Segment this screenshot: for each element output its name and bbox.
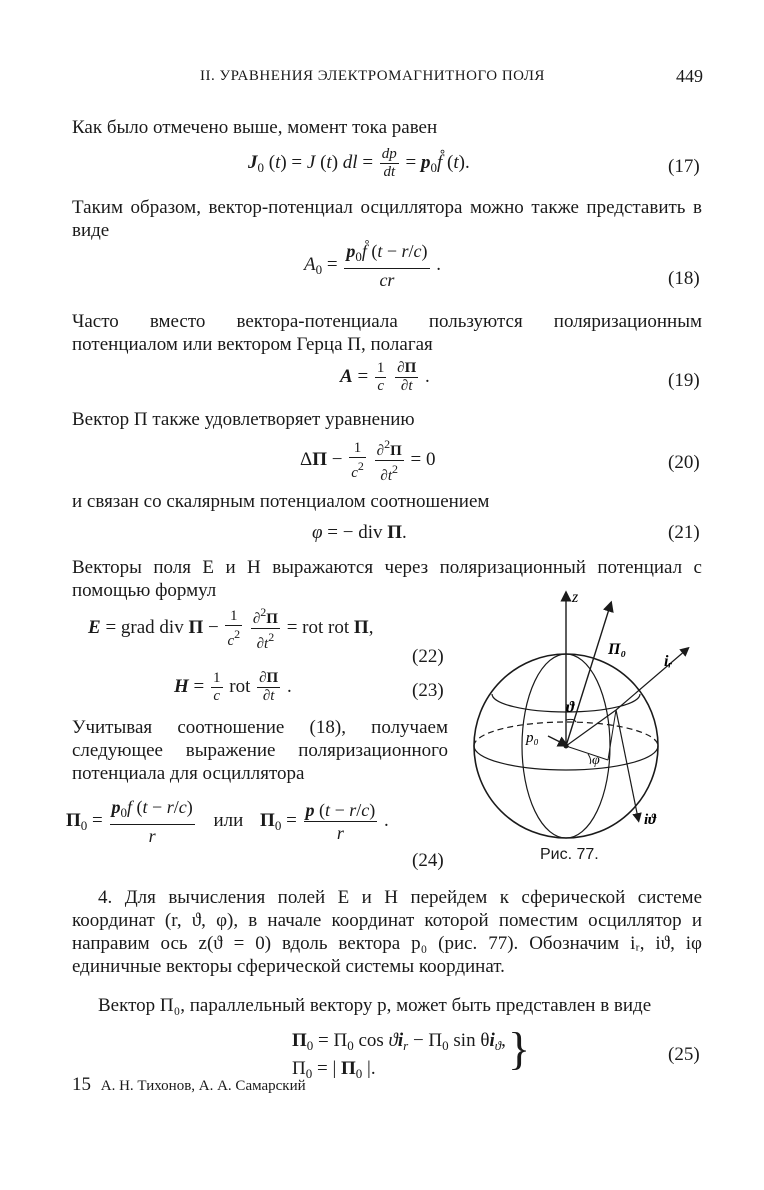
or-word: или bbox=[213, 809, 244, 831]
equator-front bbox=[474, 746, 658, 770]
equation-25-line-2: $П_0$ = | $П_0$ |. bbox=[292, 1058, 376, 1081]
footer bbox=[72, 1074, 306, 1096]
footer-authors: А. Н. Тихонов, А. А. Самарский bbox=[100, 1078, 306, 1094]
figure-77-sphere-diagram bbox=[458, 588, 698, 842]
equation-23: H = $\frac{1}{c}$ rot $\frac{\partial П}{\partial t}$ . bbox=[174, 670, 292, 704]
paragraph-4: Вектор П также удовлетворяет уравнению bbox=[72, 409, 415, 430]
label-p0: p₀ bbox=[526, 730, 539, 746]
equation-number-22: (22) bbox=[412, 646, 444, 667]
label-z: z bbox=[572, 589, 579, 606]
page-number: 449 bbox=[676, 66, 703, 86]
paragraph-8: 4. Для вычисления полей E и H перейдем к сферической системе координат (r, ϑ, φ), в начале координат которой поместим осциллятор и направим ось z(ϑ = 0) вдоль вектора p₀ (рис. 77). Обозначим iᵣ, iϑ, iφ единичные векторы сферической системы координат. bbox=[72, 887, 702, 977]
equation-25-brace: } bbox=[508, 1023, 531, 1074]
equation-21: φ = − div П. bbox=[312, 522, 407, 543]
paragraph-3: Часто вместо вектора-потенциала пользуются поляризационным потенциалом или вектором Герца П, полагая bbox=[72, 311, 702, 355]
equation-number-23: (23) bbox=[412, 680, 444, 701]
equation-20: ΔП − $\frac{1}{c^2}$ $\frac{\partial^2П}{\partial t^2}$ = 0 bbox=[300, 437, 436, 484]
label-itheta: iϑ bbox=[644, 812, 657, 828]
paragraph-9: Вектор П₀, параллельный вектору p, может быть представлен в виде bbox=[98, 995, 652, 1016]
equation-18: $A_0$ = $\frac{p_0f̊ (t - r/c)}{cr}$ . bbox=[304, 241, 442, 290]
ir-vector bbox=[616, 650, 686, 710]
paragraph-7: Учитывая соотношение (18), получаем следующее выражение поляризационного потенциала для осциллятора bbox=[72, 717, 448, 784]
equation-number-21: (21) bbox=[668, 522, 700, 543]
label-theta: ϑ bbox=[566, 699, 575, 716]
origin-point bbox=[564, 744, 569, 749]
projection-base bbox=[566, 746, 608, 760]
itheta-vector bbox=[616, 710, 638, 818]
equation-number-17: (17) bbox=[668, 156, 700, 177]
equation-24: $П_0$ = $\frac{p_0f (t - r/c)}{r}$ или $П_0$ = $\frac{p (t - r/c)}{r}$ . bbox=[66, 797, 389, 846]
label-pi0: П₀ bbox=[608, 641, 627, 658]
label-phi: φ bbox=[592, 753, 600, 768]
equation-number-18: (18) bbox=[668, 268, 700, 289]
equation-number-19: (19) bbox=[668, 370, 700, 391]
equation-25-line-1: $П_0 = П_0$ $\cos ϑi_r - П_0$ $\sin \theta i_ϑ$, bbox=[292, 1030, 506, 1053]
paragraph-6: Векторы поля E и H выражаются через поляризационный потенциал с помощью формул bbox=[72, 557, 702, 601]
signature-number: 15 bbox=[72, 1074, 91, 1095]
p0-vector bbox=[548, 736, 564, 744]
running-title: II. УРАВНЕНИЯ ЭЛЕКТРОМАГНИТНОГО ПОЛЯ bbox=[200, 68, 545, 84]
pi0-vector bbox=[566, 606, 610, 746]
label-ir: iᵣ bbox=[664, 653, 673, 670]
equation-number-24: (24) bbox=[412, 850, 444, 871]
equation-19: A = $\frac{1}{c}$ $\frac{\partial П}{\partial t}$ . bbox=[340, 360, 430, 394]
equation-22: E = grad div П − $\frac{1}{c^2}$ $\frac{\partial^2П}{\partial t^2}$ = rot rot П, bbox=[88, 605, 374, 652]
paragraph-5: и связан со скалярным потенциалом соотношением bbox=[72, 491, 490, 512]
phi-arc bbox=[588, 754, 591, 764]
paragraph-1: Как было отмечено выше, момент тока равен bbox=[72, 117, 438, 138]
equation-number-20: (20) bbox=[668, 452, 700, 473]
equation-number-25: (25) bbox=[668, 1044, 700, 1065]
equation-17: $J_0$ (t) = J (t) dl = $\frac{dp}{dt}$ = $p_0f̊$ (t). bbox=[248, 146, 470, 180]
figure-caption: Рис. 77. bbox=[540, 846, 599, 863]
paragraph-2: Таким образом, вектор-потенциал осциллятора можно также представить в виде bbox=[72, 197, 702, 241]
